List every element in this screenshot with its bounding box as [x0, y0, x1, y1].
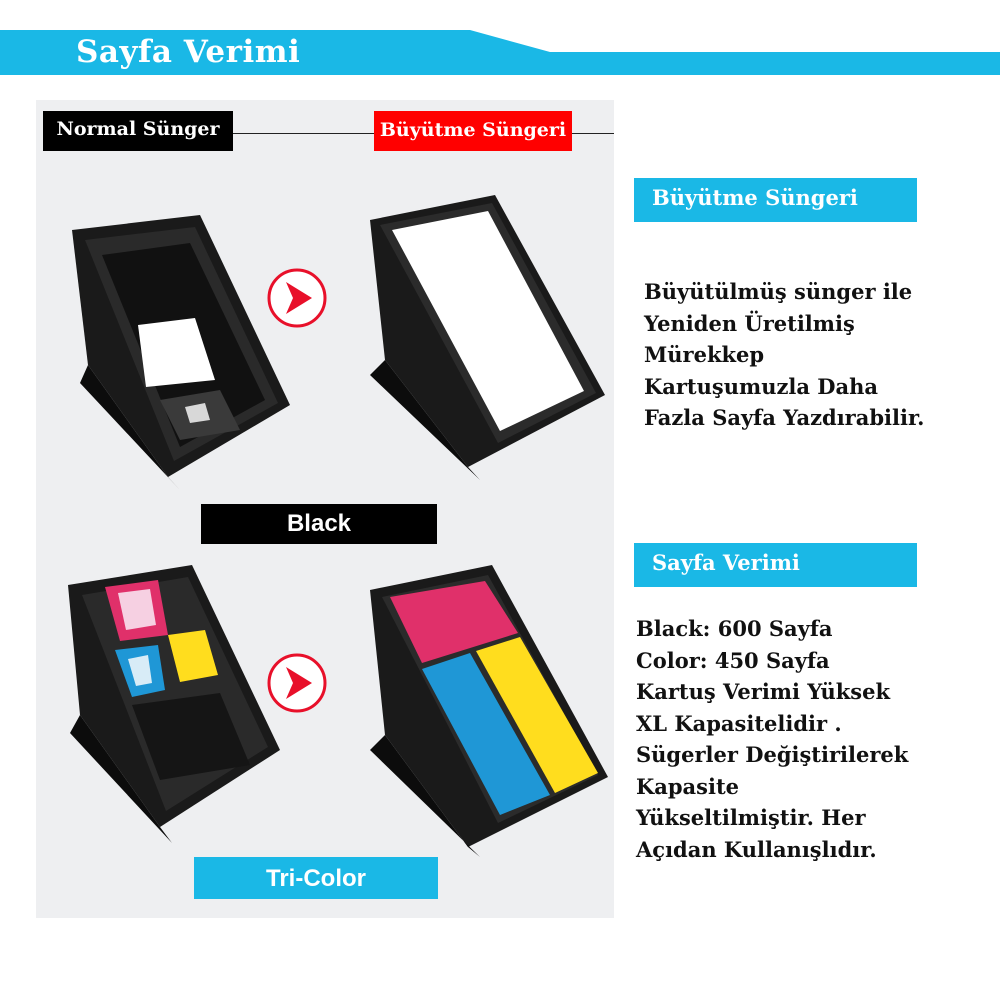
- tricolor-cartridge-enlarged-image: [340, 565, 612, 857]
- black-cartridge-enlarged-image: [340, 195, 610, 485]
- divider-line: [572, 133, 614, 134]
- yield-line: Color: 450 Sayfa: [636, 647, 830, 673]
- description-line: Fazla Sayfa Yazdırabilir.: [644, 405, 925, 430]
- description-line: Yeniden Üretilmiş: [644, 310, 855, 336]
- divider-line: [233, 133, 374, 134]
- tricolor-cartridge-label: Tri-Color: [194, 857, 438, 899]
- enlarged-sponge-tag: Büyütme Süngeri: [374, 111, 572, 151]
- description-line: Kartuşumuzla Daha: [644, 373, 878, 399]
- description-line: Büyütülmüş sünger ile: [644, 279, 913, 304]
- yield-line: XL Kapasitelidir .: [636, 710, 842, 736]
- arrow-right-icon: [266, 267, 328, 329]
- yield-line: Yükseltilmiştir. Her: [636, 805, 866, 830]
- yield-line: Açıdan Kullanışlıdır.: [636, 836, 877, 862]
- yield-line: Black: 600 Sayfa: [636, 616, 833, 641]
- enlarged-sponge-heading-text: Büyütme Süngeri: [652, 185, 858, 210]
- black-cartridge-normal-image: [50, 215, 300, 495]
- page-yield-description: [636, 613, 986, 865]
- yield-line: Kartuş Verimi Yüksek: [636, 679, 891, 704]
- page-yield-heading-text: Sayfa Verimi: [652, 550, 800, 575]
- enlarged-sponge-description: [644, 276, 984, 434]
- page-yield-heading: [634, 543, 917, 587]
- black-cartridge-label: Black: [201, 504, 437, 544]
- description-line: Mürekkep: [644, 342, 765, 367]
- page-title: Sayfa Verimi: [76, 34, 301, 70]
- yield-line: Sügerler Değiştirilerek: [636, 742, 909, 767]
- normal-sponge-tag: Normal Sünger: [43, 111, 233, 151]
- arrow-right-icon: [266, 652, 328, 714]
- enlarged-sponge-heading: [634, 178, 917, 222]
- yield-line: Kapasite: [636, 773, 740, 799]
- tricolor-cartridge-normal-image: [40, 565, 290, 850]
